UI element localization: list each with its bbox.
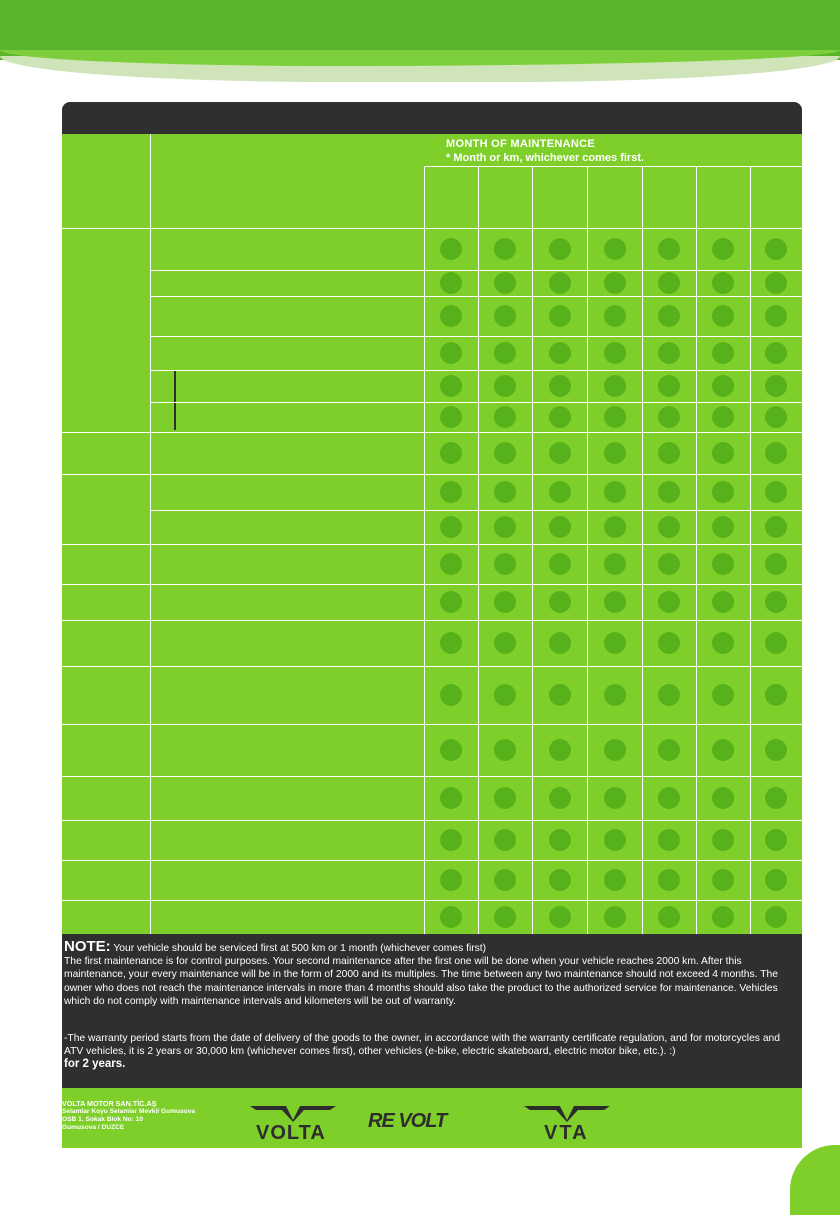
maintenance-dot — [549, 684, 571, 706]
note-label: NOTE: — [64, 938, 111, 955]
maintenance-dot — [604, 516, 626, 538]
maintenance-dot — [765, 481, 787, 503]
month-or-km-note: * Month or km, whichever comes first. — [446, 152, 645, 164]
maintenance-dot — [549, 442, 571, 464]
maintenance-dot — [712, 481, 734, 503]
maintenance-dot — [549, 516, 571, 538]
maintenance-dot — [494, 442, 516, 464]
maintenance-dot — [712, 684, 734, 706]
row-divider — [62, 860, 802, 861]
maintenance-dot — [494, 272, 516, 294]
maintenance-dot — [604, 342, 626, 364]
maintenance-dot — [494, 869, 516, 891]
maintenance-dot — [712, 406, 734, 428]
maintenance-dot — [549, 739, 571, 761]
volta-wings-icon — [250, 1104, 336, 1122]
maintenance-dot — [658, 406, 680, 428]
maintenance-dot — [712, 869, 734, 891]
maintenance-dot — [712, 739, 734, 761]
maintenance-dot — [712, 591, 734, 613]
col-divider — [532, 166, 533, 934]
row-divider — [62, 820, 802, 821]
maintenance-dot — [712, 632, 734, 654]
maintenance-dot — [604, 829, 626, 851]
row-divider — [150, 402, 802, 403]
maintenance-dot — [440, 739, 462, 761]
row-divider — [62, 724, 802, 725]
maintenance-dot — [604, 632, 626, 654]
col-divider — [424, 166, 425, 934]
maintenance-dot — [440, 591, 462, 613]
revolt-logo: RE VOLT — [368, 1110, 447, 1132]
maintenance-dot — [658, 684, 680, 706]
vta-wings-icon — [524, 1104, 610, 1122]
maintenance-dot — [765, 406, 787, 428]
maintenance-dot — [658, 787, 680, 809]
row-divider — [62, 666, 802, 667]
maintenance-dot — [440, 829, 462, 851]
maintenance-dot — [765, 684, 787, 706]
maintenance-dot — [712, 553, 734, 575]
maintenance-dot — [549, 553, 571, 575]
row-divider — [62, 474, 802, 475]
warranty-body: -The warranty period starts from the date of delivery of the goods to the owner, in accordance with the warranty certificate regulation, and for motorcycles and ATV vehicles, it is 2 years or 30,000 km (whichever comes first), other vehicles (e-bike, electric skateboard, electric motor bike, etc.). :) — [64, 1033, 780, 1058]
maintenance-dot — [440, 406, 462, 428]
maintenance-dot — [604, 272, 626, 294]
row-divider — [62, 620, 802, 621]
col-divider — [587, 166, 588, 934]
maintenance-dot — [494, 829, 516, 851]
maintenance-dot — [549, 272, 571, 294]
maintenance-dot — [658, 342, 680, 364]
maintenance-dot — [549, 342, 571, 364]
maintenance-dot — [765, 739, 787, 761]
maintenance-dot — [549, 591, 571, 613]
page-number-tab — [790, 1145, 840, 1215]
maintenance-dot — [712, 375, 734, 397]
maintenance-dot — [658, 739, 680, 761]
maintenance-dot — [440, 481, 462, 503]
col-divider — [478, 166, 479, 934]
address-line: OSB 1. Sokak Blok No: 10 — [62, 1116, 143, 1123]
maintenance-table — [62, 134, 802, 934]
maintenance-dot — [494, 906, 516, 928]
maintenance-dot — [604, 238, 626, 260]
row-divider — [62, 228, 802, 229]
maintenance-dot — [604, 553, 626, 575]
maintenance-dot — [549, 406, 571, 428]
row-divider — [424, 166, 802, 167]
maintenance-dot — [765, 272, 787, 294]
row-divider — [62, 900, 802, 901]
maintenance-dot — [494, 481, 516, 503]
row-divider — [150, 336, 802, 337]
maintenance-dot — [440, 272, 462, 294]
maintenance-dot — [604, 406, 626, 428]
maintenance-dot — [658, 591, 680, 613]
maintenance-dot — [658, 481, 680, 503]
note-text — [64, 940, 799, 1008]
maintenance-dot — [549, 375, 571, 397]
maintenance-dot — [765, 342, 787, 364]
maintenance-dot — [440, 516, 462, 538]
col-divider — [750, 166, 751, 934]
row-divider — [150, 510, 802, 511]
maintenance-dot — [494, 406, 516, 428]
maintenance-dot — [604, 906, 626, 928]
maintenance-dot — [604, 305, 626, 327]
maintenance-dot — [658, 906, 680, 928]
maintenance-dot — [658, 516, 680, 538]
maintenance-dot — [658, 442, 680, 464]
volta-logo: VOLTA — [256, 1122, 326, 1144]
maintenance-dot — [494, 739, 516, 761]
maintenance-dot — [712, 516, 734, 538]
note-box — [62, 934, 802, 1088]
table-header-bar — [62, 102, 802, 134]
maintenance-dot — [494, 553, 516, 575]
row-divider — [62, 544, 802, 545]
maintenance-dot — [440, 906, 462, 928]
warranty-text — [64, 1032, 799, 1072]
maintenance-dot — [440, 632, 462, 654]
maintenance-dot — [494, 516, 516, 538]
maintenance-dot — [494, 342, 516, 364]
maintenance-dot — [549, 238, 571, 260]
maintenance-dot — [440, 684, 462, 706]
company-address — [62, 1100, 195, 1132]
row-divider — [150, 370, 802, 371]
footer — [62, 1088, 802, 1148]
maintenance-dot — [712, 787, 734, 809]
month-of-maintenance-title: MONTH OF MAINTENANCE — [446, 138, 595, 150]
maintenance-dot — [494, 238, 516, 260]
maintenance-dot — [494, 305, 516, 327]
maintenance-dot — [765, 869, 787, 891]
maintenance-dot — [712, 305, 734, 327]
sub-bracket — [174, 370, 176, 430]
maintenance-dot — [765, 591, 787, 613]
maintenance-dot — [712, 272, 734, 294]
maintenance-dot — [658, 553, 680, 575]
col-divider — [642, 166, 643, 934]
maintenance-dot — [658, 238, 680, 260]
row-divider — [62, 584, 802, 585]
company-name: VOLTA MOTOR SAN.TİC.AŞ — [62, 1099, 157, 1108]
maintenance-dot — [604, 869, 626, 891]
maintenance-dot — [765, 632, 787, 654]
maintenance-dot — [549, 829, 571, 851]
maintenance-dot — [440, 869, 462, 891]
maintenance-dot — [494, 632, 516, 654]
maintenance-dot — [658, 632, 680, 654]
maintenance-dot — [604, 481, 626, 503]
maintenance-dot — [765, 442, 787, 464]
maintenance-dot — [494, 684, 516, 706]
maintenance-dot — [712, 238, 734, 260]
maintenance-dot — [658, 869, 680, 891]
maintenance-dot — [440, 553, 462, 575]
row-divider — [150, 270, 802, 271]
maintenance-dot — [765, 305, 787, 327]
maintenance-dot — [440, 342, 462, 364]
warranty-tail: for 2 years. — [64, 1058, 126, 1071]
maintenance-dot — [658, 305, 680, 327]
maintenance-dot — [440, 787, 462, 809]
maintenance-dot — [658, 375, 680, 397]
maintenance-dot — [549, 481, 571, 503]
maintenance-dot — [765, 553, 787, 575]
vta-logo: VTA — [544, 1122, 589, 1144]
maintenance-dot — [440, 305, 462, 327]
maintenance-dot — [658, 272, 680, 294]
note-body: The first maintenance is for control purposes. Your second maintenance after the first one will be done when your vehicle reaches 2000 km. After this maintenance, your every maintenance will be in the form of 2000 and its multiples. The time between any two maintenance should not exceed 4 months. The owner who does not reach the maintenance intervals in more than 4 months should also take the product to the authorized service for maintenance. Vehicles which do not comply with maintenance intervals and kilometers will be out of warranty. — [64, 956, 778, 1007]
address-line: Gumusova / DUZCE — [62, 1124, 125, 1131]
maintenance-dot — [765, 906, 787, 928]
maintenance-dot — [549, 906, 571, 928]
col-divider — [696, 166, 697, 934]
maintenance-dot — [549, 305, 571, 327]
maintenance-dot — [440, 442, 462, 464]
maintenance-dot — [494, 591, 516, 613]
maintenance-dot — [604, 787, 626, 809]
maintenance-dot — [440, 238, 462, 260]
maintenance-dot — [549, 869, 571, 891]
maintenance-dot — [712, 906, 734, 928]
maintenance-dot — [765, 375, 787, 397]
maintenance-dot — [604, 739, 626, 761]
maintenance-dot — [765, 238, 787, 260]
row-divider — [62, 432, 802, 433]
col-divider — [150, 134, 151, 934]
maintenance-dot — [765, 829, 787, 851]
maintenance-dot — [604, 684, 626, 706]
maintenance-dot — [549, 787, 571, 809]
maintenance-dot — [494, 375, 516, 397]
maintenance-dot — [549, 632, 571, 654]
maintenance-dot — [494, 787, 516, 809]
row-divider — [62, 776, 802, 777]
maintenance-dot — [712, 342, 734, 364]
maintenance-dot — [765, 787, 787, 809]
maintenance-dot — [712, 829, 734, 851]
maintenance-dot — [604, 442, 626, 464]
note-lead: Your vehicle should be serviced first at 500 km or 1 month (whichever comes first) — [110, 943, 487, 954]
address-line: Selamlar Koyu Selamlar Mevkii Gumusova — [62, 1108, 196, 1115]
maintenance-dot — [658, 829, 680, 851]
maintenance-dot — [440, 375, 462, 397]
row-divider — [150, 296, 802, 297]
maintenance-dot — [712, 442, 734, 464]
maintenance-dot — [765, 516, 787, 538]
maintenance-dot — [604, 591, 626, 613]
maintenance-dot — [604, 375, 626, 397]
